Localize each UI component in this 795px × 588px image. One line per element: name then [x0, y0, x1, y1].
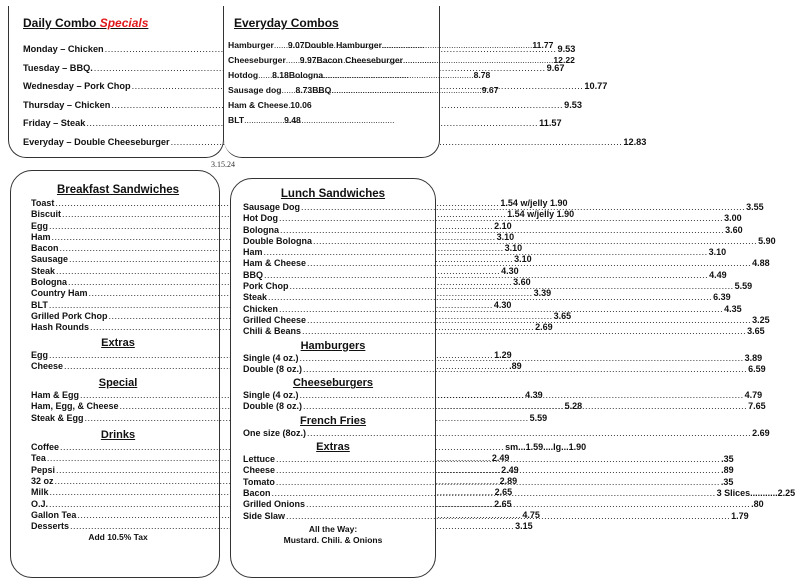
dot-leader: [301, 202, 745, 213]
item-name: BBQ: [243, 269, 263, 280]
item-price: 3.10: [496, 231, 515, 242]
item-price: 3.65: [553, 310, 572, 321]
item-price: 2.65: [494, 487, 513, 498]
item-price: 2.49: [501, 464, 519, 475]
item-name: Coffee: [31, 442, 60, 453]
fries-title: French Fries: [299, 414, 367, 427]
item-price: 3.00: [724, 213, 742, 224]
item-name: Monday – Chicken: [23, 44, 104, 54]
everyday-combo-item: [228, 113, 301, 128]
item-price: 9.48: [284, 115, 301, 125]
item-price: 9.67: [481, 85, 499, 95]
everyday-combo-item: [228, 38, 305, 53]
everyday-combo-row: [228, 68, 491, 83]
everyday-combos-title: Everyday Combos: [234, 16, 339, 30]
lunch-title: Lunch Sandwiches: [280, 188, 386, 200]
everyday-combo-row: [228, 38, 554, 53]
item-name: Sausage: [31, 254, 69, 265]
item-name: BLT: [31, 299, 48, 310]
item-name: Hot Dog: [243, 213, 278, 224]
item-price: 3.60: [513, 277, 531, 288]
item-price: 3.10: [708, 247, 727, 258]
dot-leader: [274, 38, 288, 53]
dot-leader: [264, 247, 708, 258]
hamburgers-title: Hamburgers: [300, 339, 366, 352]
item-price: 3.25: [752, 314, 770, 325]
item-name: Steak: [243, 292, 268, 303]
item-name: Steak & Egg: [31, 412, 84, 423]
item-name: Everyday – Double Cheeseburger: [23, 136, 170, 147]
item-name: Pepsi: [31, 464, 56, 475]
everyday-combo-item: [228, 68, 289, 83]
item-price: 10.06: [290, 100, 312, 110]
item-price: 8.73: [295, 85, 313, 95]
item-name: Bologna: [288, 70, 324, 80]
item-price: 4.35: [724, 303, 742, 314]
dot-leader: [302, 326, 746, 337]
dot-leader: [382, 38, 532, 53]
item-price: 12.22: [553, 55, 575, 65]
dot-leader: [281, 83, 295, 98]
item-name: Grilled Pork Chop: [31, 310, 108, 321]
item-name: One size (8oz.): [243, 427, 307, 438]
item-name: Milk: [31, 487, 49, 498]
item-price: 9.07: [287, 40, 305, 50]
all-the-way-label: All the Way:: [308, 523, 358, 534]
item-name: Grilled Cheese: [243, 314, 307, 325]
tax-note: Add 10.5% Tax: [88, 532, 148, 543]
item-price: .35: [720, 476, 734, 487]
item-name: Ham & Cheese: [228, 100, 289, 110]
dot-leader: [244, 113, 284, 128]
daily-title-prefix: Daily Combo: [23, 16, 100, 30]
item-price: 1.54 w/jelly 1.90: [507, 209, 575, 220]
item-price: 4.30: [501, 265, 519, 276]
everyday-combo-item: [228, 83, 312, 98]
item-price: 1.29: [494, 349, 512, 360]
dot-leader: [280, 225, 724, 236]
item-price: 9.53: [557, 44, 576, 54]
everyday-combo-row: [228, 113, 431, 128]
item-name: Grilled Onions: [243, 499, 306, 510]
item-name: Country Ham: [31, 288, 88, 299]
everyday-combo-row: [228, 98, 431, 113]
item-name: Single (4 oz.): [243, 390, 299, 401]
item-name: Bologna: [31, 277, 67, 288]
dot-leader: [276, 465, 720, 476]
dot-leader: [303, 401, 747, 412]
item-price: 7.65: [748, 401, 766, 412]
dot-leader: [307, 428, 751, 439]
item-name: Gallon Tea: [31, 509, 77, 520]
item-price: 2.49: [491, 453, 510, 464]
item-name: Bologna: [243, 224, 279, 235]
item-name: Double Bologna: [243, 235, 312, 246]
item-price: 5.59: [734, 281, 753, 292]
dot-leader: [331, 83, 481, 98]
item-name: O.J.: [31, 498, 49, 509]
item-price: 3.65: [747, 326, 765, 337]
item-price: 8.78: [473, 70, 491, 80]
dot-leader: [323, 68, 473, 83]
item-name: Friday – Steak: [23, 118, 86, 128]
dot-leader: [286, 511, 730, 522]
item-price: 3 Slices...........2.25: [716, 487, 795, 498]
everyday-combo-item: [312, 83, 498, 98]
item-price: 2.69: [752, 427, 770, 438]
dot-leader: [290, 281, 734, 292]
item-price: 4.49: [709, 269, 727, 280]
item-price: 3.60: [725, 224, 743, 235]
item-name: Toast: [31, 198, 55, 208]
everyday-combo-item: [317, 53, 575, 68]
breakfast-extras-title: Extras: [101, 336, 135, 349]
item-price: 5.59: [529, 412, 548, 423]
daily-title-accent: Specials: [99, 16, 149, 30]
item-price: 2.89: [499, 475, 518, 486]
everyday-combo-item: [228, 53, 317, 68]
item-name: BBQ: [312, 85, 332, 95]
lunch-extras-title: Extras: [316, 441, 350, 454]
item-price: 5.28: [564, 401, 583, 412]
item-name: Ham, Egg, & Cheese: [31, 401, 119, 412]
item-price: 3.10: [504, 243, 523, 254]
dot-leader: [279, 304, 723, 315]
item-name: Hash Rounds: [31, 322, 90, 333]
item-price: 9.97: [299, 55, 317, 65]
everyday-combo-item: [289, 68, 491, 83]
item-price: .89: [721, 465, 734, 476]
cheeseburgers-title: Cheeseburgers: [292, 377, 374, 390]
dot-leader: [300, 353, 744, 364]
menu-date: 3.15.24: [211, 160, 235, 169]
item-name: Egg: [31, 220, 48, 231]
lunch-item: [243, 247, 727, 258]
special-title: Special: [98, 377, 138, 390]
item-name: Ham: [243, 247, 263, 258]
item-name: Pork Chop: [243, 281, 289, 292]
item-name: Bacon Cheeseburger: [316, 55, 403, 65]
item-price: 4.39: [525, 390, 543, 401]
dot-leader: [306, 499, 750, 510]
breakfast-title: Breakfast Sandwiches: [56, 184, 180, 196]
item-price: 8.18: [272, 70, 289, 80]
dot-leader: [272, 488, 716, 499]
drinks-title: Drinks: [100, 429, 136, 442]
item-name: Chili & Beans: [243, 326, 302, 337]
everyday-combo-item: [228, 98, 312, 113]
dot-leader: [307, 315, 751, 326]
item-price: 3.15: [515, 521, 533, 532]
dot-leader: [303, 364, 747, 375]
item-price: 9.67: [546, 62, 565, 73]
dot-leader: [276, 477, 720, 488]
daily-specials-title: [23, 16, 211, 30]
item-price: 4.79: [744, 390, 763, 401]
item-price: 6.59: [748, 363, 766, 374]
item-name: Double (8 oz.): [243, 363, 302, 374]
item-name: Cheese: [31, 360, 64, 371]
item-name: Egg: [31, 349, 48, 360]
dot-leader: [268, 292, 712, 303]
item-name: Bacon: [31, 243, 59, 254]
item-price: 2.10: [494, 220, 512, 231]
item-price: .89: [509, 360, 522, 371]
item-name: Sausage Dog: [243, 202, 301, 212]
fries-list: [243, 427, 770, 439]
item-price: 6.39: [713, 292, 731, 303]
daily-special-item: [23, 133, 647, 152]
item-name: Ham: [31, 231, 51, 242]
item-price: 4.75: [522, 509, 540, 520]
item-name: Hotdog: [228, 70, 259, 80]
item-price: 3.89: [744, 352, 763, 363]
item-price: .80: [751, 499, 764, 510]
item-price: 11.57: [539, 118, 562, 128]
item-name: Tea: [31, 453, 46, 464]
item-name: Cheeseburger: [228, 55, 286, 65]
item-name: Chicken: [243, 303, 279, 314]
dot-leader: [258, 68, 272, 83]
item-name: Ham & Egg: [31, 390, 80, 401]
item-name: Double (8 oz.): [243, 401, 302, 412]
item-name: Wednesday – Pork Chop: [23, 81, 131, 91]
item-price: 10.77: [584, 81, 608, 91]
item-price: 2.69: [535, 322, 553, 333]
item-price: 3.10: [514, 254, 532, 265]
item-price: 3.39: [533, 288, 552, 299]
dot-leader: [276, 454, 720, 465]
item-price: 12.83: [623, 136, 647, 147]
item-name: BLT: [228, 115, 245, 125]
item-name: Biscuit: [31, 209, 62, 220]
dot-leader: [279, 213, 723, 224]
item-name: Desserts: [31, 521, 70, 532]
item-name: Single (4 oz.): [243, 352, 299, 363]
item-price: .35: [721, 454, 734, 465]
item-name: Sausage dog: [228, 85, 282, 95]
item-name: Bacon: [243, 487, 271, 498]
dot-leader: [286, 53, 300, 68]
item-name: Hamburger: [228, 40, 274, 50]
item-name: Side Slaw: [243, 510, 286, 521]
item-price: 2.65: [494, 498, 512, 509]
dot-leader: [313, 236, 757, 247]
item-price: sm...1.59....lg...1.90: [505, 442, 587, 453]
item-name: 32 oz: [31, 475, 54, 486]
item-price: 4.30: [493, 299, 512, 310]
item-name: Ham & Cheese: [243, 258, 307, 269]
item-price: 1.54 w/jelly 1.90: [500, 198, 568, 208]
fries-item: [243, 427, 770, 439]
item-name: Tomato: [243, 476, 275, 487]
item-name: Tuesday – BBQ.: [23, 62, 93, 73]
everyday-combo-row: [228, 83, 499, 98]
item-name: Lettuce: [243, 454, 276, 465]
item-price: 9.53: [564, 99, 582, 110]
item-price: 4.88: [752, 258, 770, 269]
dot-leader: [307, 258, 751, 269]
dot-leader: [264, 270, 708, 281]
item-name: Cheese: [243, 465, 276, 476]
item-price: 1.79: [731, 510, 749, 521]
dot-leader: [403, 53, 553, 68]
item-name: Double Hamburger: [304, 40, 382, 50]
dot-leader: [300, 390, 744, 401]
everyday-combo-item: [305, 38, 554, 53]
item-price: 11.77: [532, 40, 554, 50]
item-price: 5.90: [758, 235, 776, 246]
all-the-way-toppings: Mustard. Chili. & Onions: [283, 534, 383, 545]
item-name: Thursday – Chicken: [23, 99, 111, 110]
item-name: Steak: [31, 265, 56, 276]
item-price: 3.55: [746, 202, 764, 212]
